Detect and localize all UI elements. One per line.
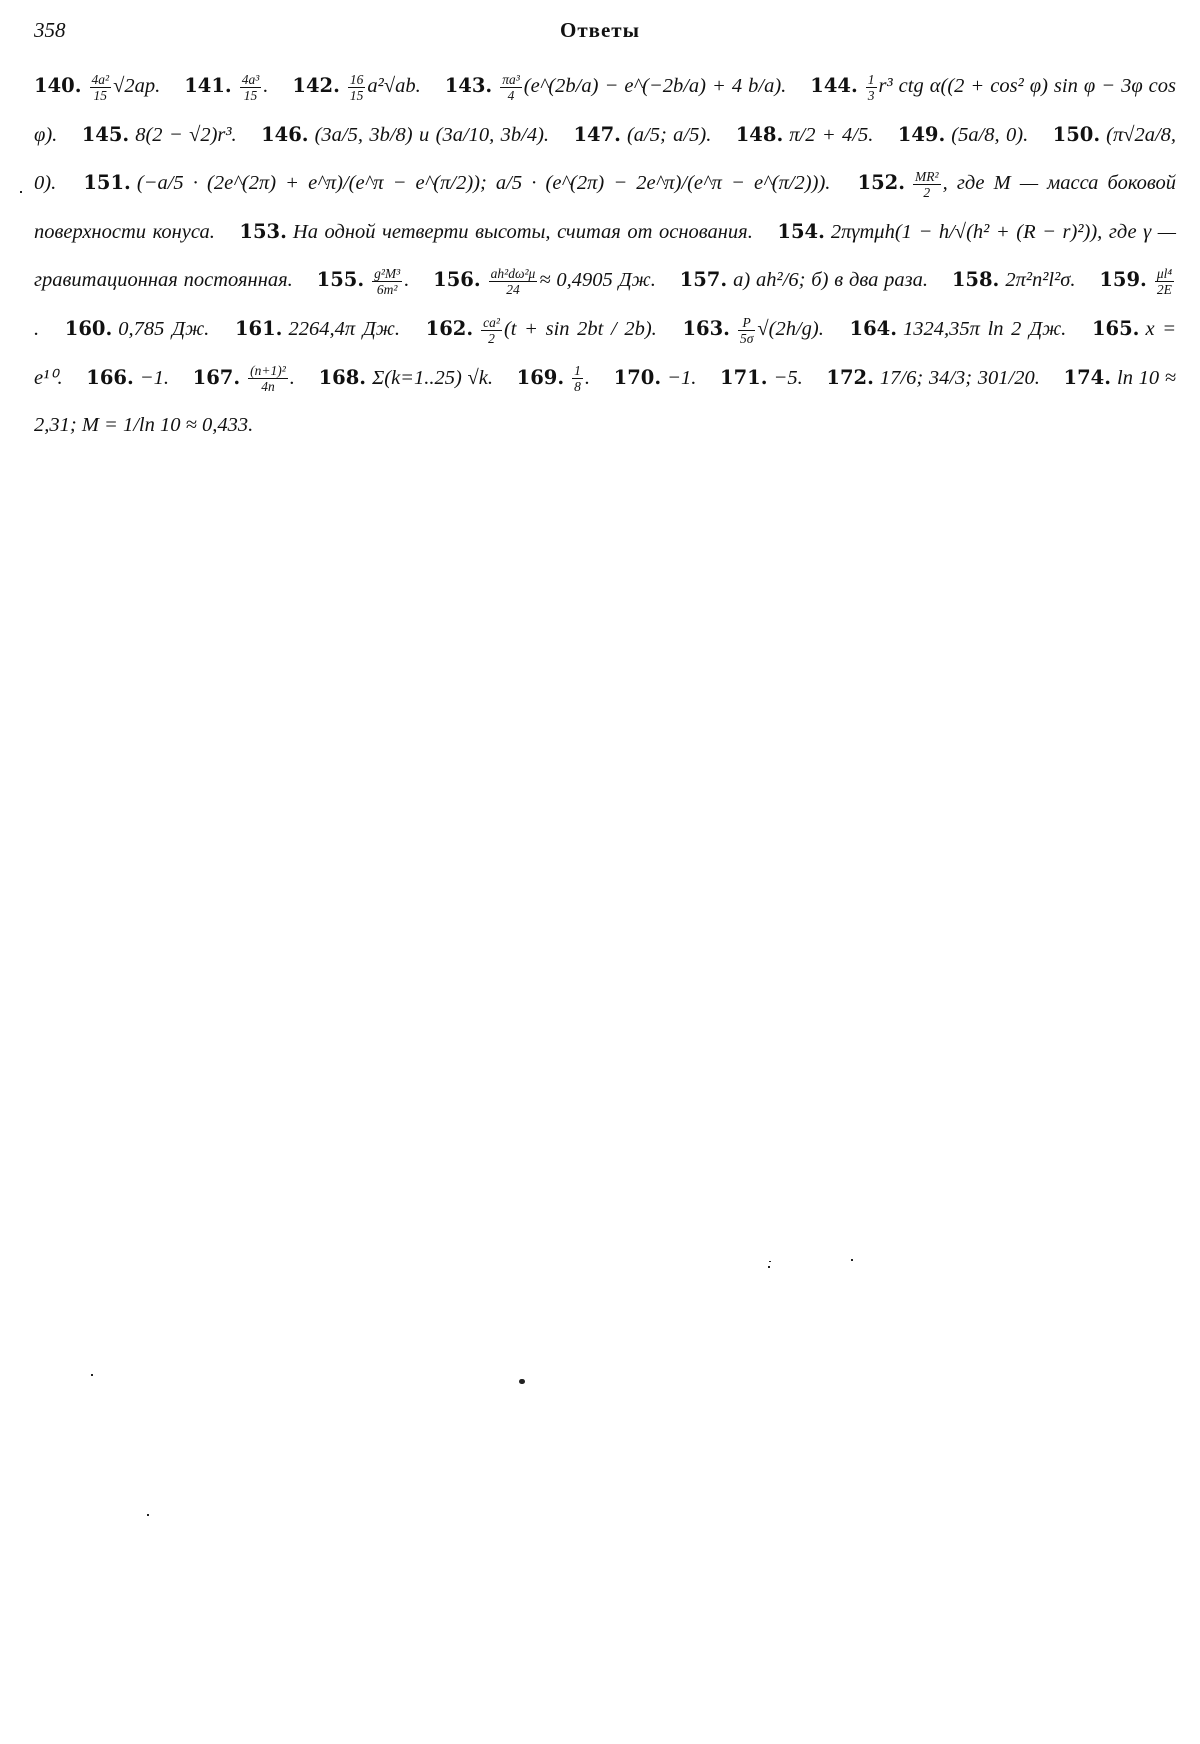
answer-item [65,318,228,340]
answer-item [573,124,729,146]
fraction-denominator: 4n [261,379,275,395]
answer-number: 146. [261,122,309,146]
answer-number: 171. [720,365,768,389]
answer-number: 170. [613,365,662,389]
answer-number: 158. [951,268,1000,292]
answer-item [316,266,428,298]
answer-item [720,367,821,389]
answer-item [83,172,848,194]
answer-text [315,124,549,146]
answer-number: 174. [1063,365,1111,389]
fraction [372,266,402,297]
answer-item [898,124,1046,146]
answer-text [498,71,787,103]
answer-number: 172. [826,365,874,389]
fraction [866,72,877,103]
answer-number: 161. [234,316,283,340]
answer-item [292,71,438,103]
fraction [248,363,288,394]
page-number: 358 [34,18,66,42]
answer-expression: 2π²n²l²σ. [1005,269,1076,292]
answer-expression-tail: . [404,269,410,292]
answer-text [733,269,928,291]
fraction [572,363,583,394]
answer-text [736,314,824,346]
answer-number: 153. [239,219,287,243]
answer-expression: π/2 + 4/5. [789,123,874,146]
answer-item [82,124,255,146]
answer-number: 156. [433,268,481,292]
fraction-numerator: MR² [915,168,939,184]
fraction-numerator: (n+1)² [250,363,286,379]
answer-item [682,314,841,346]
answer-item [952,269,1094,291]
fraction [913,169,941,200]
answer-expression: (a/5; a/5). [626,123,712,146]
answer-text [293,221,753,243]
answer-item [680,269,946,291]
fraction-numerator: 1 [867,71,875,87]
fraction [90,72,112,103]
fraction-denominator: 5σ [739,330,754,346]
answer-expression: На одной четверти высоты, считая от основания. [292,220,753,243]
fraction-numerator: πa³ [502,71,520,87]
answer-expression-tail: (t + sin 2bt / 2b). [503,317,657,340]
fraction-denominator: 15 [349,87,364,103]
answer-item [433,266,674,298]
answer-text [570,363,590,395]
scan-speck [851,1259,853,1261]
fraction-numerator: 4a³ [241,71,260,87]
fraction [500,72,522,103]
answer-text [880,367,1040,389]
answer-expression-tail: ≈ 0,4905 Дж. [539,269,656,292]
answer-item [192,363,313,395]
answer-expression-tail: a²√ab. [367,75,421,97]
answer-expression-tail: . [584,366,590,389]
answer-expression: 8(2 − √2)r³. [135,123,237,146]
answer-item [235,318,418,340]
answer-number: 141. [184,74,232,97]
scan-speck [147,1514,149,1516]
answer-item [614,367,715,389]
answer-expression-tail: . [34,317,40,340]
answer-text [372,367,493,389]
scan-speck [91,1374,93,1376]
answer-number: 154. [777,219,825,243]
answer-number: 164. [849,316,898,340]
answer-item [239,221,770,243]
answer-text [346,71,421,103]
answer-number: 152. [857,171,906,195]
fraction-numerator: 4a² [91,71,110,87]
answer-number: 162. [425,316,474,340]
answer-expression: (π√2a/8, 0). [34,123,1177,195]
answer-number: 149. [897,122,946,146]
answer-expression-tail: (e^(2b/a) − e^(−2b/a) + 4 b/a). [523,75,787,97]
fraction [489,266,538,297]
answer-expression-tail: √2ap. [113,75,161,97]
fraction-denominator: 2 [488,330,495,346]
answer-expression: 17/6; 34/3; 301/20. [879,366,1040,389]
answer-text [774,367,803,389]
fraction [348,72,366,103]
answer-item [850,318,1085,340]
scan-speck [519,1379,525,1384]
answer-expression: а) ah²/6; б) в два раза. [733,269,929,292]
answer-number: 160. [64,316,113,340]
answer-expression-tail: r³ ctg α((2 + cos² φ) sin φ − 3φ cos φ). [34,75,1177,146]
fraction [738,315,755,346]
fraction-numerator: 16 [349,71,364,87]
answer-text [627,124,711,146]
fraction-denominator: 2E [1156,282,1172,298]
answer-number: 150. [1052,122,1101,146]
fraction [240,72,262,103]
answer-text [238,71,269,103]
scan-speck [768,1266,770,1268]
answer-item [319,367,511,389]
answer-text [903,318,1066,340]
answer-text [479,314,657,346]
answer-expression-tail: √(2h/g). [757,317,824,340]
answer-item [184,71,286,103]
fraction-denominator: 4 [507,87,515,103]
answer-number: 168. [318,365,367,389]
answer-text [118,318,209,340]
answer-text [140,367,169,389]
page-header [34,18,1166,52]
answer-number: 143. [444,74,493,97]
answer-number: 142. [292,74,340,97]
page-title: Ответы [559,18,641,42]
answer-number: 157. [679,268,728,292]
answer-item [425,314,675,346]
answer-item [261,124,567,146]
answer-expression-tail: , где M — масса боковой поверхности конуса. [34,172,1177,243]
answer-text [288,318,400,340]
answer-expression: 1324,35π ln 2 Дж. [903,317,1067,340]
answer-number: 144. [810,74,858,97]
answer-text [370,266,410,298]
answer-text [246,363,295,395]
fraction-denominator: 3 [867,87,875,103]
answer-number: 167. [192,365,241,389]
fraction-numerator: P [738,315,755,331]
answer-text [88,71,161,103]
answer-number: 151. [83,171,131,195]
answer-item [86,367,187,389]
answer-item [34,71,178,103]
fraction-numerator: g²M³ [374,266,401,282]
answer-text [137,172,831,194]
answers-block [34,62,1176,450]
fraction-numerator: 1 [574,363,581,379]
fraction-numerator: ca² [483,314,500,330]
answer-expression: 2264,4π Дж. [288,317,400,340]
fraction-denominator: 2 [923,184,931,200]
answer-number: 147. [573,122,621,146]
answer-text [1005,269,1075,291]
answer-expression: (3a/5, 3b/8) и (3a/10, 3b/4). [314,123,550,146]
fraction-denominator: 8 [574,379,581,395]
fraction-denominator: 15 [243,87,258,103]
answer-number: 140. [34,74,82,97]
answer-item [516,363,608,395]
fraction-denominator: 6m² [376,282,398,298]
fraction-numerator: μl⁴ [1156,266,1173,282]
answer-number: 159. [1099,268,1147,292]
answer-number: 148. [735,122,784,146]
answer-number: 163. [682,316,730,340]
answer-expression-tail: . [289,366,295,389]
scan-speck [769,1261,771,1262]
answer-expression: −1. [667,366,697,389]
scan-speck [20,191,22,193]
answer-expression: Σ(k=1..25) √k. [372,366,493,389]
answer-expression-tail: . [263,75,269,97]
answer-expression: −5. [773,366,803,389]
answer-number: 145. [81,122,130,146]
answer-expression: x = e¹⁰. [34,317,1177,389]
answer-expression: −1. [139,366,169,389]
answer-text [135,124,237,146]
answer-text [951,124,1028,146]
fraction [481,315,502,346]
answer-expression: ln 10 ≈ 2,31; M = 1/ln 10 ≈ 0,433. [34,366,1177,437]
answer-number: 155. [316,268,365,292]
answer-text [667,367,696,389]
answer-item [826,367,1057,389]
answer-item [444,71,805,103]
answer-number: 165. [1091,316,1140,340]
fraction-numerator: ah²dω²μ [490,266,536,282]
fraction-denominator: 24 [506,282,520,298]
answer-item [736,124,892,146]
answer-number: 166. [86,365,134,389]
answer-text [789,124,873,146]
fraction [1155,266,1174,297]
answer-text [487,266,656,298]
answer-expression: 2πγmμh(1 − h/√(h² + (R − r)²)), где γ — гравитационная постоянная. [34,220,1176,292]
answer-expression: (−a/5 · (2e^(2π) + e^π)/(e^π − e^(π/2)); a/5 · (e^(2π) − 2e^π)/(e^π − e^(π/2))). [136,172,831,195]
fraction-denominator: 15 [93,87,108,103]
answer-expression: 0,785 Дж. [118,317,210,340]
answer-number: 169. [516,365,565,389]
answer-expression: (5a/8, 0). [951,123,1029,146]
